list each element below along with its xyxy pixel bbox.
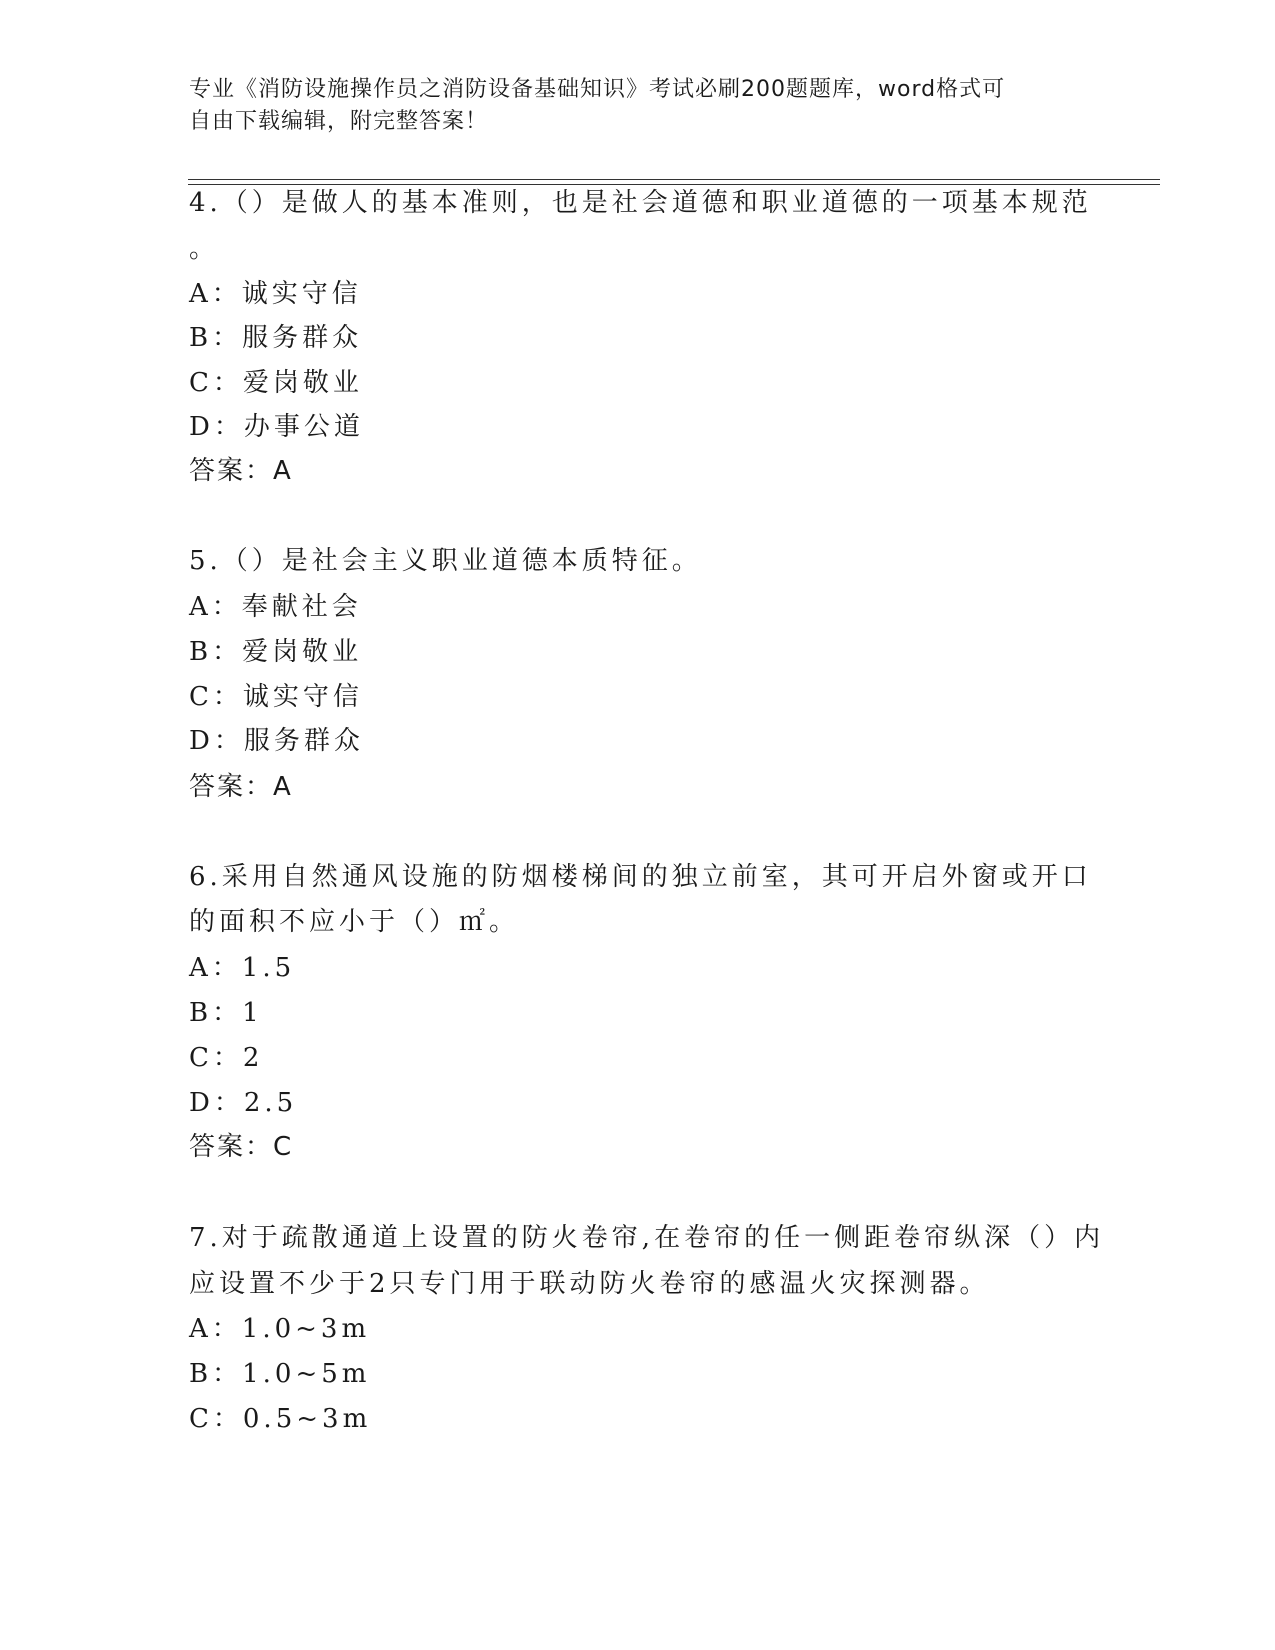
- question-5-option-d: D：服务群众: [189, 726, 364, 756]
- question-6-answer: 答案：C: [189, 1132, 294, 1162]
- question-6-option-b: B：1: [189, 998, 263, 1028]
- question-6-option-c: C：2: [189, 1043, 264, 1073]
- question-4-option-d: D：办事公道: [189, 412, 364, 442]
- question-7-option-a: A：1.0~3m: [189, 1314, 371, 1344]
- question-7-stem-line-2: 应设置不少于2只专门用于联动防火卷帘的感温火灾探测器。: [189, 1269, 990, 1299]
- question-5-answer: 答案：A: [189, 772, 293, 802]
- question-6-stem-line-1: 6.采用自然通风设施的防烟楼梯间的独立前室，其可开启外窗或开口: [189, 862, 1092, 892]
- question-4-stem-line-2: 。: [189, 234, 220, 264]
- question-4-option-a: A：诚实守信: [189, 279, 362, 309]
- question-4-answer: 答案：A: [189, 456, 293, 486]
- question-6-stem-line-2: 的面积不应小于（）㎡。: [189, 907, 520, 937]
- header-line-2: 自由下载编辑，附完整答案！: [189, 109, 489, 134]
- question-4-option-b: B：服务群众: [189, 323, 363, 353]
- document-header: [189, 74, 1069, 138]
- question-4-option-c: C：爱岗敬业: [189, 368, 363, 398]
- question-7-option-c: C：0.5~3m: [189, 1404, 372, 1434]
- question-6-option-d: D：2.5: [189, 1088, 298, 1118]
- question-7-option-b: B：1.0~5m: [189, 1359, 371, 1389]
- header-line-1: 专业《消防设施操作员之消防设备基础知识》考试必刷200题题库，word格式可: [189, 77, 1006, 102]
- question-5-stem-line-1: 5.（）是社会主义职业道德本质特征。: [189, 546, 702, 576]
- header-divider-top: [188, 179, 1160, 180]
- question-4-stem-line-1: 4.（）是做人的基本准则，也是社会道德和职业道德的一项基本规范: [189, 188, 1092, 218]
- question-5-option-c: C：诚实守信: [189, 682, 363, 712]
- header-divider-bottom: [188, 184, 1160, 185]
- question-5-option-a: A：奉献社会: [189, 592, 362, 622]
- question-7-stem-line-1: 7.对于疏散通道上设置的防火卷帘,在卷帘的任一侧距卷帘纵深（）内: [189, 1223, 1105, 1253]
- question-5-option-b: B：爱岗敬业: [189, 637, 363, 667]
- question-6-option-a: A：1.5: [189, 953, 296, 983]
